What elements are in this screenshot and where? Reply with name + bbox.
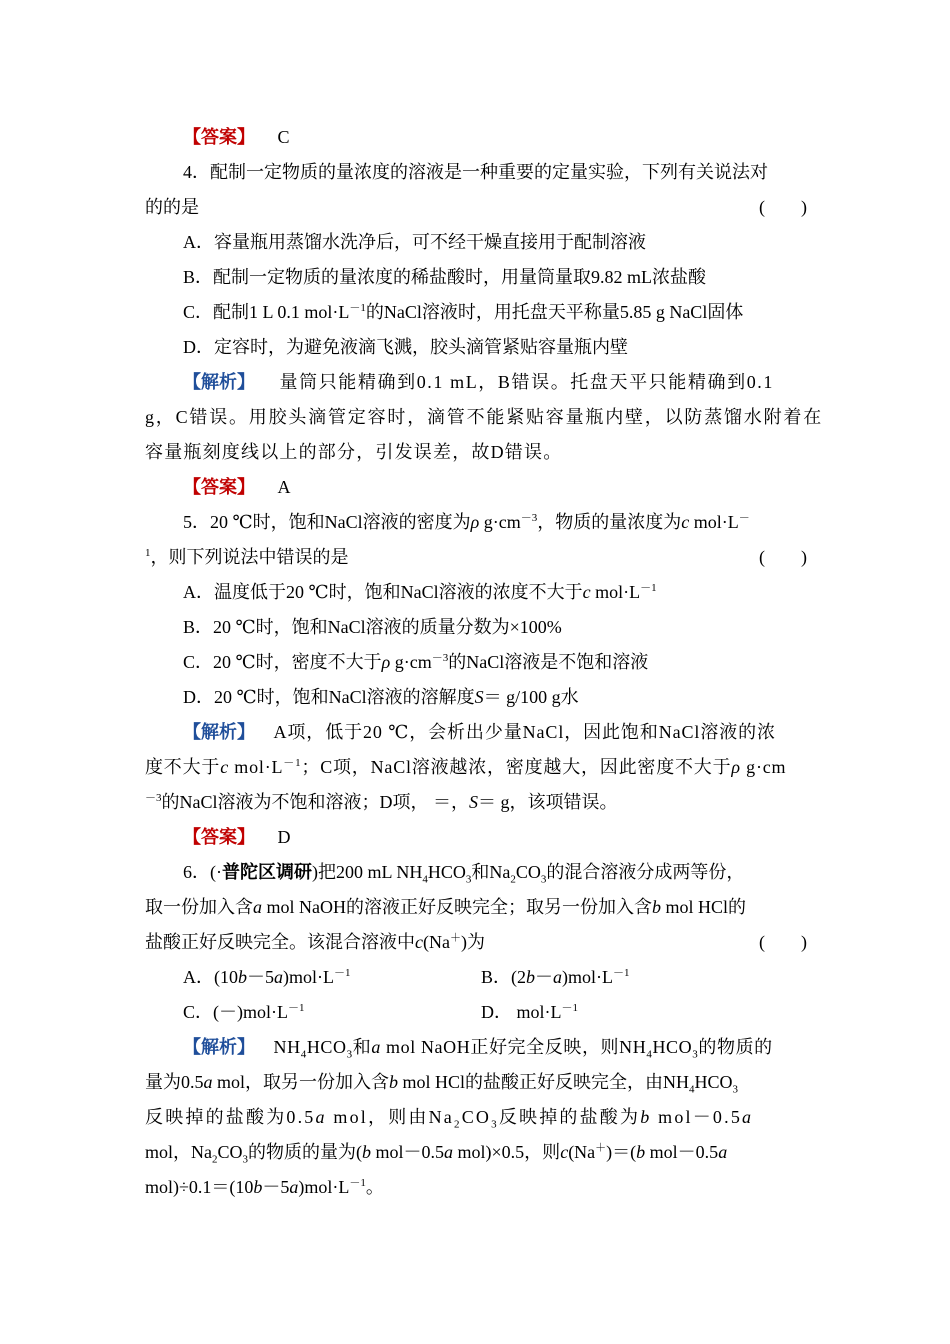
q6-analysis-line2	[145, 1071, 807, 1096]
source-label: 普陀区调研	[222, 862, 312, 882]
analysis-fragment: mol NaOH正好完全反映，则NH	[380, 1037, 647, 1057]
b-symbol: b	[640, 1107, 652, 1127]
superscript: 1	[145, 547, 151, 559]
q6-option-a	[183, 967, 351, 987]
analysis-text: mol·L	[229, 757, 284, 777]
subscript: 2	[454, 1118, 462, 1131]
q6-options-ab	[183, 966, 807, 988]
analysis-text: 容量瓶刻度线以上的部分，引发误差，故D错误。	[145, 442, 563, 462]
analysis-fragment: HCO	[652, 1037, 693, 1057]
stem-text: )把200 mL NH	[312, 862, 423, 882]
option-text: 的NaCl溶液时，用托盘天平称量5.85 g NaCl固体	[365, 302, 744, 322]
q5-answer	[183, 826, 807, 848]
subscript: 3	[692, 1048, 699, 1061]
stem-text: mol·L	[689, 512, 739, 532]
q5-analysis-line1	[183, 721, 807, 743]
option-text: ＝ g/100 g水	[483, 687, 579, 707]
b-symbol: b	[636, 1142, 646, 1162]
analysis-text: A项，低于20 ℃，会析出少量NaCl，因此饱和NaCl溶液的浓	[273, 722, 776, 742]
answer-blank: ( )	[759, 197, 807, 217]
q5-option-a	[183, 581, 807, 603]
superscript: －1	[283, 757, 302, 769]
analysis-fragment: mol，Na	[145, 1142, 212, 1162]
stem-text: mol NaOH的溶液正好反映完全；取另一份加入含	[262, 897, 652, 917]
analysis-fragment: )＝(	[606, 1142, 637, 1162]
superscript: －1	[640, 582, 657, 594]
q4-analysis-line2	[145, 406, 824, 428]
analysis-fragment: mol－0.5	[645, 1142, 719, 1162]
option-text: B．配制一定物质的量浓度的稀盐酸时，用量筒量取9.82 mL浓盐酸	[183, 267, 706, 287]
b-symbol: b	[652, 897, 661, 917]
b-symbol: b	[253, 1177, 263, 1197]
q5-analysis-line3	[145, 791, 807, 813]
analysis-fragment: NH	[273, 1037, 301, 1057]
q3-answer	[183, 126, 807, 148]
analysis-fragment: mol－0.5	[651, 1107, 743, 1127]
a-symbol: a	[253, 897, 262, 917]
stem-text: 和Na	[471, 862, 511, 882]
a-symbol: a	[718, 1142, 728, 1162]
stem-text: CO	[515, 862, 541, 882]
option-text: mol·L	[590, 582, 641, 602]
option-text: B．20 ℃时，饱和NaCl溶液的质量分数为×100%	[183, 617, 562, 637]
answer-blank: ( )	[759, 547, 807, 567]
subscript: 2	[510, 873, 516, 886]
option-text: C．20 ℃时，密度不大于	[183, 652, 382, 672]
superscript: －1	[349, 1177, 366, 1189]
analysis-text: 的NaCl溶液为不饱和溶液；D项， ＝，	[161, 792, 469, 812]
q4-stem-text: 的的是	[145, 197, 199, 217]
option-text: )mol·L	[562, 967, 613, 987]
analysis-text	[273, 1037, 773, 1061]
analysis-fragment: mol)÷0.1＝(10	[145, 1177, 254, 1197]
q4-option-a	[183, 231, 807, 253]
answer-value: D	[277, 827, 291, 847]
stem-text: )为	[460, 932, 485, 952]
answer-tag: 【答案】	[183, 127, 255, 147]
option-text: －5	[247, 967, 274, 987]
q6-option-d	[481, 1001, 578, 1023]
q4-stem-line2	[145, 196, 807, 218]
rho-symbol: ρ	[470, 512, 480, 532]
analysis-fragment: mol，取另一份加入含	[212, 1072, 390, 1092]
q6-analysis-line5	[145, 1176, 807, 1198]
answer-value: C	[277, 127, 290, 147]
q6-stem-line1	[183, 861, 807, 886]
q4-stem-line1	[183, 161, 807, 183]
superscript: －1	[613, 967, 630, 979]
analysis-text: ；C项，NaCl溶液越浓，密度越大，因此密度不大于	[301, 757, 732, 777]
s-symbol: S	[469, 792, 478, 812]
analysis-text: g·cm	[740, 757, 787, 777]
option-text: D． mol·L	[481, 1002, 562, 1022]
analysis-tag: 【解析】	[183, 372, 255, 392]
q5-analysis-line2	[145, 756, 807, 778]
option-text: －	[535, 967, 553, 987]
stem-text: 的混合溶液分成两等份，	[546, 862, 745, 882]
option-text: C．配制1 L 0.1 mol·L	[183, 302, 350, 322]
stem-text: 5．20 ℃时，饱和NaCl溶液的密度为	[183, 512, 471, 532]
option-text: C．(－)mol·L	[183, 1002, 288, 1022]
subscript: 4	[646, 1048, 653, 1061]
q5-option-b	[183, 616, 807, 638]
stem-text: ，物质的量浓度为	[537, 512, 682, 532]
s-symbol: S	[474, 687, 484, 707]
q6-options-cd	[183, 1001, 807, 1023]
answer-value: A	[277, 477, 291, 497]
analysis-fragment: mol)×0.5，则	[453, 1142, 561, 1162]
stem-text: HCO	[427, 862, 466, 882]
analysis-fragment: 。	[365, 1177, 384, 1197]
q4-option-b	[183, 266, 807, 288]
superscript: ＋	[595, 1142, 607, 1154]
analysis-fragment: HCO	[694, 1072, 733, 1092]
a-symbol: a	[274, 967, 283, 987]
analysis-fragment: 量为0.5	[145, 1072, 204, 1092]
b-symbol: b	[362, 1142, 372, 1162]
analysis-fragment: HCO	[306, 1037, 347, 1057]
subscript: 4	[300, 1048, 307, 1061]
option-text: A．(10	[183, 967, 238, 987]
stem-text: 6．(·	[183, 862, 222, 882]
option-text: )mol·L	[283, 967, 334, 987]
c-symbol: c	[582, 582, 591, 602]
answer-tag: 【答案】	[183, 477, 255, 497]
analysis-fragment: 反映掉的盐酸为	[498, 1107, 641, 1127]
option-text: 的NaCl溶液是不饱和溶液	[448, 652, 649, 672]
q4-option-c	[183, 301, 807, 323]
analysis-fragment: mol，则由Na	[326, 1107, 454, 1127]
option-text: B．(2	[481, 967, 526, 987]
b-symbol: b	[238, 967, 247, 987]
c-symbol: c	[220, 757, 229, 777]
superscript: －	[738, 512, 750, 524]
subscript: 3	[465, 873, 472, 886]
analysis-fragment: 的物质的	[698, 1037, 773, 1057]
q5-option-c	[183, 651, 807, 673]
a-symbol: a	[289, 1177, 299, 1197]
analysis-fragment: CO	[217, 1142, 243, 1162]
subscript: 3	[242, 1153, 249, 1166]
q6-stem-line3	[145, 931, 807, 953]
q5-option-d	[183, 686, 807, 708]
superscript: －1	[334, 967, 351, 979]
subscript: 3	[540, 873, 547, 886]
analysis-tag: 【解析】	[183, 722, 255, 742]
analysis-fragment: 反映掉的盐酸为0.5	[145, 1107, 316, 1127]
q6-stem-line2	[145, 896, 807, 918]
stem-text: mol HCl的	[661, 897, 747, 917]
q4-answer	[183, 476, 807, 498]
c-symbol: c	[560, 1142, 569, 1162]
superscript: －3	[145, 792, 162, 804]
a-symbol: a	[203, 1072, 213, 1092]
answer-blank: ( )	[759, 932, 807, 952]
analysis-text: g，C错误。用胶头滴管定容时，滴管不能紧贴容量瓶内壁，以防蒸馏水附着在	[145, 407, 824, 427]
analysis-tag: 【解析】	[183, 1037, 255, 1057]
q5-stem-line1	[183, 511, 807, 533]
analysis-fragment: －5	[262, 1177, 290, 1197]
a-symbol: a	[315, 1107, 327, 1127]
a-symbol: a	[444, 1142, 454, 1162]
q6-analysis-line3	[145, 1106, 807, 1131]
stem-text: ，则下列说法中错误的是	[150, 547, 349, 567]
analysis-text: 量筒只能精确到0.1 mL，B错误。托盘天平只能精确到0.1	[279, 372, 774, 392]
option-text: D．20 ℃时，饱和NaCl溶液的溶解度	[183, 687, 475, 707]
analysis-fragment: CO	[461, 1107, 492, 1127]
q4-option-d	[183, 336, 807, 358]
analysis-fragment: (Na	[568, 1142, 596, 1162]
option-text: D．定容时，为避免液滴飞溅，胶头滴管紧贴容量瓶内壁	[183, 337, 628, 357]
stem-text: 盐酸正好反映完全。该混合溶液中	[145, 932, 415, 952]
superscript: －1	[561, 1002, 578, 1014]
superscript: －1	[288, 1002, 305, 1014]
q4-analysis-line1	[183, 371, 807, 393]
subscript: 4	[422, 873, 428, 886]
c-symbol: c	[681, 512, 690, 532]
option-text: g·cm	[390, 652, 432, 672]
option-text: A．温度低于20 ℃时，饱和NaCl溶液的浓度不大于	[183, 582, 583, 602]
superscript: －3	[520, 512, 538, 524]
subscript: 4	[689, 1083, 695, 1096]
q4-analysis-line3	[145, 441, 807, 463]
analysis-fragment: mol－0.5	[371, 1142, 445, 1162]
analysis-text: ＝ g，该项错误。	[478, 792, 618, 812]
a-symbol: a	[371, 1037, 381, 1057]
a-symbol: a	[553, 967, 562, 987]
stem-text: (Na	[423, 932, 450, 952]
superscript: －1	[349, 302, 366, 314]
subscript: 2	[212, 1153, 218, 1166]
stem-text: g·cm	[479, 512, 521, 532]
subscript: 3	[491, 1118, 499, 1131]
superscript: ＋	[449, 932, 461, 944]
q6-analysis-line1	[183, 1036, 807, 1061]
b-symbol: b	[526, 967, 535, 987]
a-symbol: a	[742, 1107, 754, 1127]
subscript: 3	[346, 1048, 353, 1061]
subscript: 3	[732, 1083, 739, 1096]
analysis-fragment: 的物质的量为(	[248, 1142, 363, 1162]
q6-option-c	[183, 1002, 305, 1022]
option-text: A．容量瓶用蒸馏水洗净后，可不经干燥直接用于配制溶液	[183, 232, 646, 252]
q4-stem-text: 4．配制一定物质的量浓度的溶液是一种重要的定量实验，下列有关说法对	[183, 162, 768, 182]
answer-tag: 【答案】	[183, 827, 255, 847]
analysis-fragment: )mol·L	[298, 1177, 350, 1197]
q5-stem-line2	[145, 546, 807, 568]
stem-text: 取一份加入含	[145, 897, 253, 917]
rho-symbol: ρ	[381, 652, 391, 672]
b-symbol: b	[389, 1072, 399, 1092]
superscript: －3	[431, 652, 449, 664]
c-symbol: c	[415, 932, 423, 952]
analysis-fragment: 和	[352, 1037, 372, 1057]
analysis-fragment: mol HCl的盐酸正好反映完全，由NH	[398, 1072, 690, 1092]
q6-analysis-line4	[145, 1141, 807, 1166]
q6-option-b	[481, 966, 630, 988]
analysis-text: 度不大于	[145, 757, 221, 777]
rho-symbol: ρ	[731, 757, 741, 777]
